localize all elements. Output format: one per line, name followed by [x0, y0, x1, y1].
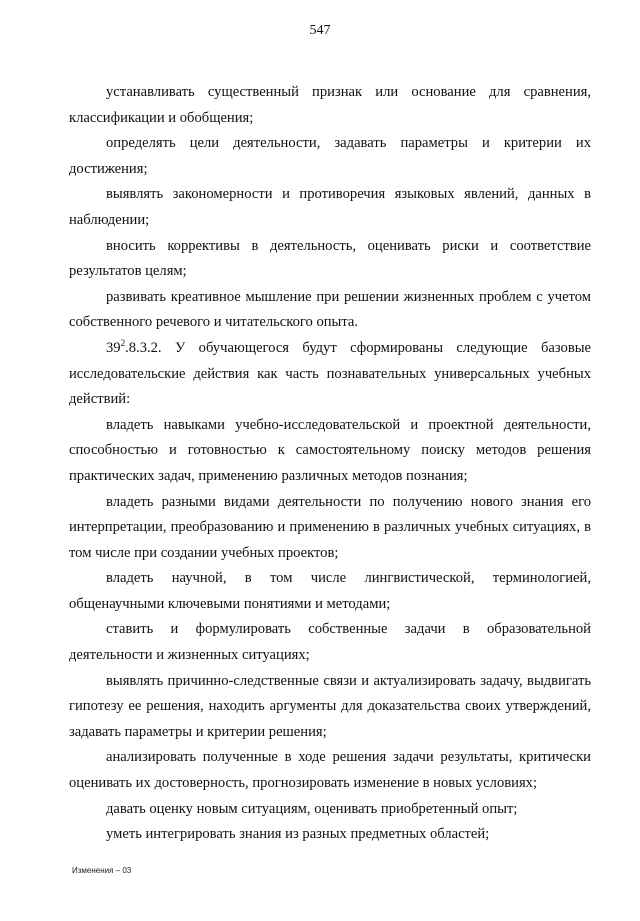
- footer-revision-note: Изменения – 03: [72, 866, 132, 875]
- paragraph-14: уметь интегрировать знания из разных предметных областей;: [106, 826, 490, 843]
- page-number: 547: [309, 23, 331, 38]
- paragraph-9: владеть научной, в том числе лингвистической, терминологией, общенаучными ключевыми понятиями и методами;: [69, 570, 591, 612]
- paragraph-8: владеть разными видами деятельности по получению нового знания его интерпретации, преобразованию и применению в различных учебных ситуациях, в том числе при создании учебных проектов;: [69, 493, 591, 561]
- paragraph-12: анализировать полученные в ходе решения задачи результаты, критически оценивать их достоверность, прогнозировать изменение в новых условиях;: [69, 749, 591, 792]
- paragraph-3: выявлять закономерности и противоречия языковых явлений, данных в наблюдении;: [69, 186, 591, 228]
- paragraph-7: владеть навыками учебно-исследовательской и проектной деятельности, способностью и готовностью к самостоятельному поиску методов решения практических задач, применению различных методов познания;: [69, 416, 591, 484]
- paragraph-10: ставить и формулировать собственные задачи в образовательной деятельности и жизненных ситуациях;: [69, 621, 591, 664]
- paragraph-6-section-heading: [69, 336, 591, 413]
- document-body: [69, 80, 591, 848]
- section-number-base: 39: [106, 339, 121, 356]
- section-number-superscript: 2: [120, 337, 126, 348]
- paragraph-11: выявлять причинно-следственные связи и актуализировать задачу, выдвигать гипотезу ее решения, находить аргументы для доказательства своих утверждений, задавать параметры и критерии решения;: [69, 672, 591, 740]
- paragraph-4: вносить коррективы в деятельность, оценивать риски и соответствие результатов целям;: [69, 237, 591, 280]
- section-heading-text: .8.3.2. У обучающегося будут сформированы следующие базовые исследовательские действия как часть познавательных универсальных учебных действий:: [69, 339, 591, 408]
- paragraph-5: развивать креативное мышление при решении жизненных проблем с учетом собственного речевого и читательского опыта.: [69, 288, 591, 331]
- paragraph-13: давать оценку новым ситуациям, оценивать приобретенный опыт;: [106, 800, 518, 817]
- paragraph-2: определять цели деятельности, задавать параметры и критерии их достижения;: [69, 135, 591, 177]
- paragraph-1: устанавливать существенный признак или основание для сравнения, классификации и обобщения;: [69, 84, 591, 126]
